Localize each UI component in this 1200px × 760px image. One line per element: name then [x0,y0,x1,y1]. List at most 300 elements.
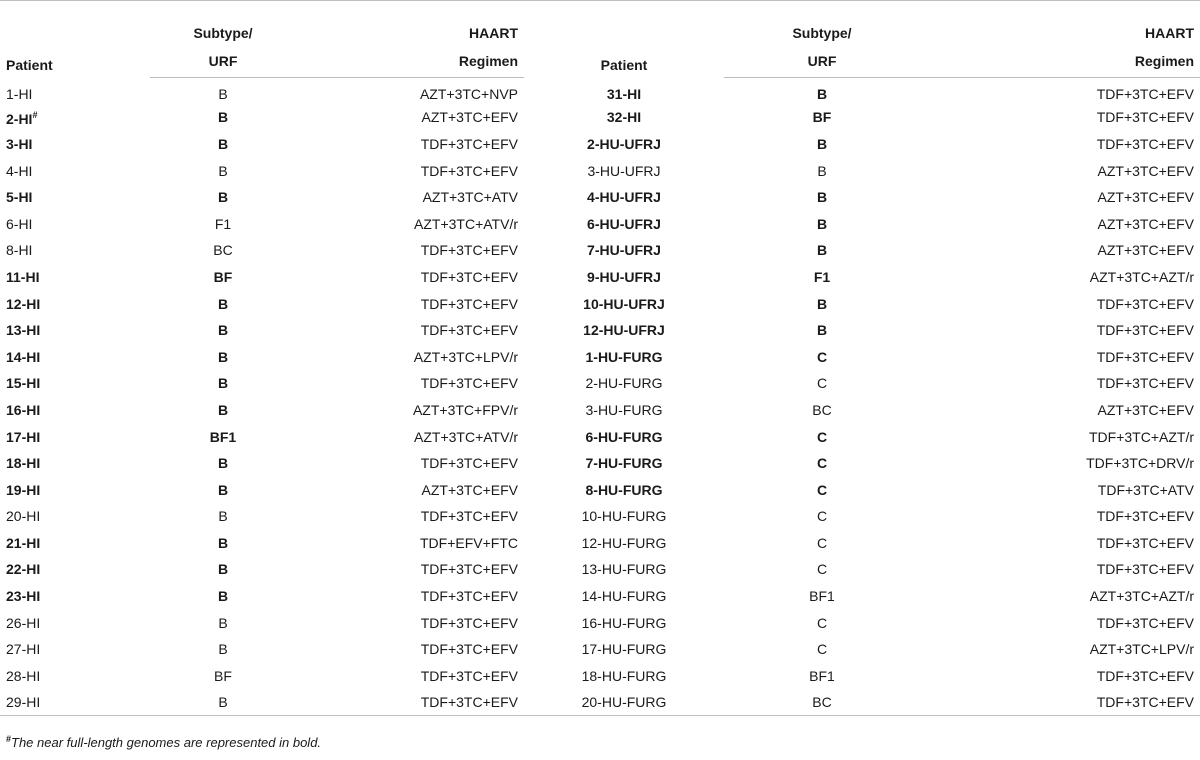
cell-regimen-left-text: TDF+3TC+EFV [420,588,518,605]
cell-subtype-right [724,157,920,184]
cell-subtype-right-text: B [816,322,828,339]
cell-subtype-right [724,397,920,424]
cell-subtype-right-text: BF1 [809,667,835,684]
cell-patient-right-text: 7-HU-UFRJ [587,242,661,259]
cell-regimen-left [296,370,524,397]
cell-subtype-left-text: B [218,614,228,631]
cell-regimen-right [920,636,1200,663]
cell-regimen-left [296,131,524,158]
cell-subtype-left-text: B [217,481,229,498]
cell-subtype-right-text: C [816,534,828,551]
header-patient-right: Patient [524,1,724,78]
cell-subtype-right-text: B [817,162,827,179]
cell-subtype-right-text: BF [812,109,832,126]
cell-regimen-left [296,237,524,264]
cell-subtype-right-text: B [816,242,828,259]
cell-regimen-left [296,450,524,477]
cell-subtype-left [150,423,296,450]
cell-subtype-left [150,290,296,317]
cell-patient-left-text: 5-HI [6,189,33,206]
cell-patient-right-text: 13-HU-FURG [581,561,667,578]
cell-regimen-right [920,290,1200,317]
cell-patient-right [524,317,724,344]
cell-regimen-left [296,264,524,291]
table-row [0,636,1200,663]
cell-regimen-right-text: AZT+3TC+EFV [1097,401,1194,418]
cell-patient-left [0,530,150,557]
cell-patient-right-text: 7-HU-FURG [585,455,663,472]
cell-subtype-left-text: B [217,588,229,605]
cell-patient-right [524,636,724,663]
table-footnote [6,734,321,750]
cell-regimen-left [296,476,524,503]
cell-patient-right [524,663,724,690]
cell-patient-left [0,370,150,397]
cell-regimen-left-text: AZT+3TC+NVP [419,86,518,103]
cell-patient-right-text: 2-HU-FURG [585,375,663,392]
cell-patient-right [524,104,724,131]
cell-subtype-right-text: B [816,215,828,232]
cell-subtype-right [724,423,920,450]
cell-regimen-left-text: AZT+3TC+EFV [421,109,518,126]
cell-subtype-right [724,530,920,557]
cell-regimen-left [296,663,524,690]
cell-subtype-left [150,317,296,344]
cell-patient-right [524,343,724,370]
table-row [0,503,1200,530]
cell-regimen-right-text: TDF+3TC+EFV [1096,86,1194,103]
header-subtype-left-line1: Subtype/ [150,1,296,46]
cell-regimen-right-text: TDF+3TC+EFV [1096,614,1194,631]
cell-regimen-right-text: TDF+3TC+AZT/r [1088,428,1194,445]
cell-regimen-right-text: TDF+3TC+EFV [1096,667,1194,684]
cell-regimen-right-text: TDF+3TC+ATV [1097,481,1194,498]
table-row [0,556,1200,583]
cell-subtype-left-text: B [217,295,229,312]
cell-subtype-left-text: B [218,162,228,179]
cell-regimen-right [920,237,1200,264]
cell-subtype-left [150,370,296,397]
table-row [0,237,1200,264]
cell-patient-left [0,237,150,264]
cell-patient-left [0,423,150,450]
table-row [0,78,1200,105]
cell-subtype-left-text: B [217,189,229,206]
cell-subtype-left [150,343,296,370]
header-haart-left-line1: HAART [296,1,524,46]
cell-regimen-right-text: TDF+3TC+EFV [1096,109,1194,126]
cell-regimen-right-text: TDF+3TC+EFV [1096,348,1194,365]
cell-patient-right-text: 6-HU-FURG [585,428,663,445]
cell-subtype-left-text: B [217,348,229,365]
cell-regimen-left-text: AZT+3TC+ATV/r [414,215,518,232]
cell-patient-left-text: 16-HI [6,401,41,418]
cell-subtype-right-text: C [816,348,828,365]
table-row [0,530,1200,557]
cell-subtype-right [724,503,920,530]
cell-subtype-right [724,343,920,370]
cell-regimen-left-text: AZT+3TC+LPV/r [413,348,518,365]
cell-patient-right [524,237,724,264]
cell-subtype-right [724,210,920,237]
cell-regimen-right-text: TDF+3TC+EFV [1096,508,1194,525]
cell-regimen-right [920,343,1200,370]
cell-patient-left-text: 28-HI [6,667,41,684]
cell-patient-right-text: 17-HU-FURG [581,641,667,658]
cell-subtype-right [724,556,920,583]
cell-patient-left-text: 13-HI [6,322,41,339]
cell-subtype-right [724,689,920,716]
cell-regimen-left [296,184,524,211]
cell-patient-left [0,556,150,583]
cell-patient-right [524,476,724,503]
cell-regimen-left [296,343,524,370]
table-header [0,1,1200,78]
cell-subtype-right [724,317,920,344]
cell-regimen-left [296,609,524,636]
cell-patient-left-text: 1-HI [6,85,33,102]
cell-subtype-right-text: C [816,481,828,498]
cell-subtype-right-text: C [816,428,828,445]
cell-regimen-right-text: TDF+3TC+DRV/r [1086,455,1194,472]
cell-patient-right-text: 16-HU-FURG [581,614,667,631]
cell-patient-right-text: 9-HU-UFRJ [587,268,661,285]
table-row [0,663,1200,690]
cell-patient-left-text: 22-HI [6,561,41,578]
cell-subtype-right [724,290,920,317]
cell-subtype-right [724,131,920,158]
cell-patient-right-text: 20-HU-FURG [581,694,667,711]
cell-regimen-left-text: TDF+3TC+EFV [420,242,518,259]
cell-regimen-right-text: TDF+3TC+EFV [1096,534,1194,551]
cell-patient-left-text: 18-HI [6,455,41,472]
cell-regimen-right-text: AZT+3TC+AZT/r [1089,268,1194,285]
cell-patient-right-text: 3-HU-FURG [585,401,663,418]
cell-patient-left-text: 4-HI [6,162,33,179]
cell-regimen-left [296,503,524,530]
cell-patient-left-text: 14-HI [6,348,41,365]
header-subtype-left-line2: URF [150,46,296,78]
cell-patient-left [0,476,150,503]
header-patient-left: Patient [0,1,150,78]
cell-subtype-right-text: BC [812,401,832,418]
cell-patient-left [0,157,150,184]
cell-subtype-left [150,503,296,530]
cell-subtype-right-text: C [816,561,828,578]
cell-subtype-right [724,476,920,503]
cell-subtype-right [724,184,920,211]
cell-subtype-right-text: C [816,375,828,392]
cell-regimen-left-text: TDF+3TC+EFV [420,162,518,179]
cell-subtype-right [724,636,920,663]
header-subtype-right-line2: URF [724,46,920,78]
cell-patient-left-text: 15-HI [6,375,41,392]
cell-regimen-right [920,689,1200,716]
cell-patient-right-text: 6-HU-UFRJ [587,215,661,232]
cell-patient-left [0,317,150,344]
cell-patient-left-text: 19-HI [6,481,41,498]
cell-regimen-left [296,530,524,557]
cell-regimen-left-text: TDF+3TC+EFV [420,508,518,525]
cell-patient-left-text: 23-HI [6,588,41,605]
cell-regimen-right [920,530,1200,557]
cell-regimen-left-text: TDF+3TC+EFV [420,268,518,285]
cell-regimen-right [920,476,1200,503]
cell-patient-right-text: 4-HU-UFRJ [587,189,661,206]
cell-subtype-left [150,556,296,583]
cell-patient-left-text: 8-HI [6,242,33,259]
cell-patient-right-text: 18-HU-FURG [581,667,667,684]
cell-subtype-left [150,583,296,610]
cell-regimen-left-text: TDF+3TC+EFV [420,561,518,578]
cell-subtype-left-text: BF [213,268,233,285]
header-haart-left-line2: Regimen [296,46,524,78]
cell-subtype-left [150,450,296,477]
cell-patient-left [0,503,150,530]
cell-subtype-right-text: BF1 [809,588,835,605]
cell-regimen-right-text: TDF+3TC+EFV [1096,322,1194,339]
cell-patient-right [524,423,724,450]
cell-subtype-left [150,78,296,105]
table-body [0,78,1200,716]
cell-regimen-left [296,689,524,716]
cell-regimen-left-text: TDF+3TC+EFV [420,667,518,684]
cell-regimen-right-text: AZT+3TC+AZT/r [1089,588,1194,605]
table-row [0,264,1200,291]
table-row [0,370,1200,397]
cell-regimen-right-text: AZT+3TC+LPV/r [1089,641,1194,658]
cell-regimen-left-text: TDF+3TC+EFV [420,455,518,472]
cell-patient-left-text: 11-HI [6,268,40,285]
cell-patient-left-text: 3-HI [6,135,33,152]
cell-regimen-left-text: TDF+3TC+EFV [420,614,518,631]
cell-regimen-right [920,556,1200,583]
cell-subtype-left-text: B [218,86,228,103]
cell-patient-right [524,397,724,424]
cell-patient-left [0,609,150,636]
cell-regimen-right [920,503,1200,530]
cell-regimen-right [920,104,1200,131]
cell-patient-left-text: 21-HI [6,534,41,551]
cell-patient-right [524,583,724,610]
cell-subtype-right [724,237,920,264]
cell-patient-right-text: 3-HU-UFRJ [587,162,661,179]
cell-subtype-right [724,609,920,636]
cell-subtype-left [150,157,296,184]
cell-patient-right [524,530,724,557]
cell-regimen-left-text: AZT+3TC+FPV/r [412,401,518,418]
cell-regimen-right-text: TDF+3TC+EFV [1096,375,1194,392]
cell-patient-right [524,78,724,105]
cell-regimen-left [296,210,524,237]
cell-regimen-left [296,397,524,424]
cell-regimen-left-text: AZT+3TC+EFV [421,481,518,498]
cell-patient-right [524,290,724,317]
table-row [0,689,1200,716]
cell-subtype-right [724,104,920,131]
table-row [0,476,1200,503]
cell-patient-right [524,157,724,184]
cell-subtype-right [724,583,920,610]
cell-patient-right [524,131,724,158]
cell-regimen-left-text: TDF+3TC+EFV [420,322,518,339]
cell-patient-right-text: 31-HI [606,85,642,102]
cell-regimen-left-text: TDF+3TC+EFV [420,135,518,152]
cell-subtype-right-text: BC [812,694,832,711]
table-row [0,450,1200,477]
cell-subtype-right-text: C [816,508,828,525]
cell-subtype-right-text: F1 [813,268,831,285]
cell-patient-left [0,583,150,610]
cell-regimen-left [296,583,524,610]
cell-patient-left-text: 2-HI [6,111,33,128]
cell-patient-right-text: 32-HI [606,109,642,126]
cell-subtype-left [150,663,296,690]
table-row [0,583,1200,610]
cell-regimen-left [296,556,524,583]
cell-patient-left-text: 20-HI [6,508,41,525]
header-subtype-right-line1: Subtype/ [724,1,920,46]
cell-patient-left [0,78,150,105]
cell-patient-left-text: 26-HI [6,614,41,631]
cell-regimen-right [920,609,1200,636]
cell-subtype-left [150,609,296,636]
cell-regimen-right [920,131,1200,158]
cell-subtype-left-text: B [217,375,229,392]
cell-patient-right [524,264,724,291]
cell-regimen-right-text: TDF+3TC+EFV [1096,694,1194,711]
cell-regimen-left-text: TDF+3TC+EFV [420,295,518,312]
cell-patient-right [524,184,724,211]
table-row [0,290,1200,317]
cell-regimen-right [920,450,1200,477]
cell-patient-right [524,503,724,530]
cell-regimen-left-text: TDF+3TC+EFV [420,375,518,392]
cell-subtype-right-text: B [816,189,828,206]
cell-subtype-left [150,237,296,264]
cell-patient-left [0,636,150,663]
table-row [0,184,1200,211]
header-haart-right-line2: Regimen [920,46,1200,78]
cell-subtype-left [150,104,296,131]
cell-regimen-right-text: AZT+3TC+EFV [1097,162,1194,179]
cell-regimen-left [296,423,524,450]
cell-regimen-right [920,317,1200,344]
table-row [0,423,1200,450]
cell-subtype-right [724,450,920,477]
cell-patient-left [0,210,150,237]
cell-regimen-left-text: TDF+3TC+EFV [420,694,518,711]
footnote-mark: # [6,734,12,744]
cell-patient-right-text: 12-HU-FURG [581,534,667,551]
cell-regimen-right [920,157,1200,184]
cell-patient-right-text: 10-HU-FURG [581,508,667,525]
cell-patient-right-text: 12-HU-UFRJ [583,322,665,339]
cell-subtype-right [724,370,920,397]
cell-regimen-right-text: TDF+3TC+EFV [1096,295,1194,312]
cell-subtype-left [150,530,296,557]
cell-patient-left [0,450,150,477]
cell-subtype-right [724,663,920,690]
cell-patient-right-text: 10-HU-UFRJ [583,295,665,312]
cell-patient-left-text: 6-HI [6,215,33,232]
cell-patient-right [524,210,724,237]
cell-subtype-left [150,636,296,663]
cell-subtype-left [150,264,296,291]
cell-subtype-left-text: B [218,641,228,658]
cell-patient-left [0,663,150,690]
cell-regimen-right-text: TDF+3TC+EFV [1096,561,1194,578]
cell-subtype-left-text: B [217,135,229,152]
cell-subtype-left-text: F1 [214,215,232,232]
cell-subtype-left [150,184,296,211]
footnote-marker: # [32,110,38,121]
cell-regimen-right [920,423,1200,450]
cell-patient-right [524,450,724,477]
table-row [0,609,1200,636]
cell-patient-right [524,689,724,716]
cell-subtype-left-text: B [218,508,228,525]
cell-patient-right [524,370,724,397]
cell-subtype-right-text: C [816,455,828,472]
cell-subtype-left-text: B [217,109,229,126]
cell-subtype-left-text: B [218,694,228,711]
cell-patient-right [524,556,724,583]
cell-subtype-right [724,78,920,105]
table-row [0,317,1200,344]
table-row [0,157,1200,184]
cell-regimen-right [920,583,1200,610]
table-row [0,104,1200,131]
cell-subtype-right-text: C [816,641,828,658]
cell-subtype-left [150,476,296,503]
cell-regimen-left-text: AZT+3TC+ATV [422,189,518,206]
cell-subtype-right-text: B [816,86,828,103]
cell-regimen-right [920,184,1200,211]
cell-regimen-left-text: TDF+3TC+EFV [420,641,518,658]
cell-subtype-right-text: B [816,295,828,312]
cell-subtype-left-text: B [217,561,229,578]
cell-regimen-left [296,157,524,184]
cell-regimen-right-text: AZT+3TC+EFV [1097,215,1194,232]
cell-subtype-left-text: BF1 [209,428,237,445]
cell-patient-left-text: 17-HI [6,428,41,445]
cell-patient-left-text: 12-HI [6,295,41,312]
cell-subtype-left-text: BC [213,242,233,259]
cell-regimen-right-text: TDF+3TC+EFV [1096,135,1194,152]
cell-regimen-right-text: AZT+3TC+EFV [1097,242,1194,259]
cell-patient-left [0,290,150,317]
cell-regimen-left [296,104,524,131]
cell-regimen-left-text: AZT+3TC+ATV/r [414,428,518,445]
cell-regimen-right [920,210,1200,237]
cell-subtype-left [150,210,296,237]
cell-patient-right-text: 1-HU-FURG [585,348,663,365]
cell-subtype-left-text: B [217,322,229,339]
cell-patient-left [0,689,150,716]
table-row [0,397,1200,424]
cell-regimen-right [920,370,1200,397]
header-haart-right-line1: HAART [920,1,1200,46]
cell-regimen-right [920,663,1200,690]
cell-regimen-left-text: TDF+EFV+FTC [419,534,518,551]
cell-patient-right [524,609,724,636]
footnote-text: The near full-length genomes are represented in bold. [11,735,322,750]
cell-patient-right-text: 8-HU-FURG [585,481,663,498]
table-row [0,210,1200,237]
cell-regimen-left [296,317,524,344]
cell-regimen-right [920,78,1200,105]
